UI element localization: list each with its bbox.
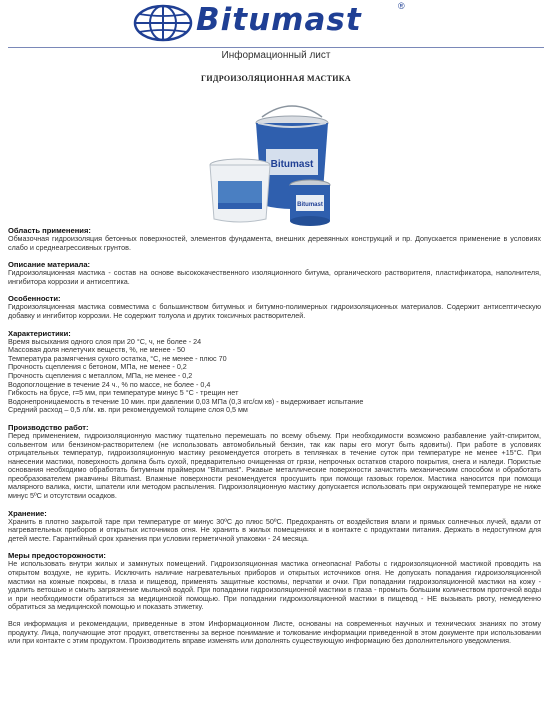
spec-line: Температура размягчения сухого остатка, °С, не менее - плюс 70 <box>8 353 227 363</box>
header-divider <box>8 47 544 48</box>
section-heading: Хранение: <box>8 508 47 518</box>
section-heading: Описание материала: <box>8 260 91 270</box>
content <box>8 226 541 654</box>
section-features <box>8 294 541 320</box>
section-specs <box>8 329 541 415</box>
can-label: Bitumast <box>297 202 323 208</box>
section-heading: Особенности: <box>8 294 61 304</box>
section-text: Хранить в плотно закрытой таре при температуре от минус 30ºС до плюс 50ºС. Предохранять от воздействия влаги и прямых солнечных лучей, вдали от нагревательных приборов и открытых источников огня. Не хранить в жилых помещениях и в контакте с продуктами питания. Держать в недоступном для детей месте. Гарантийный срок хранения при условии герметичной упаковки - 24 месяца. <box>8 516 541 543</box>
section-heading: Меры предосторожности: <box>8 551 106 561</box>
section-work <box>8 423 541 501</box>
section-heading: Область применения: <box>8 226 91 235</box>
section-description <box>8 260 541 286</box>
spec-line: Время высыхания одного слоя при 20 °С, ч, не более - 24 <box>8 336 202 346</box>
document-title: ГИДРОИЗОЛЯЦИОННАЯ МАСТИКА <box>201 74 351 83</box>
section-application <box>8 226 541 252</box>
spec-line: Водонепроницаемость в течение 10 мин. при давлении 0,03 МПа (0,3 кгс/см кв) - выдерживает испытание <box>8 396 364 406</box>
section-storage <box>8 509 541 544</box>
disclaimer-text: Вся информация и рекомендации, приведенные в этом Информационном Листе, основаны на современных научных и технических знаниях по этому продукту. Лица, получающие этот продукт, ответственны за верное понимание и толкование информации приведенной в этом документе при использовании или при контакте с этим продуктом. Производитель вправе изменять или дополнять существующую информацию без дополнительного уведомления. <box>8 619 541 646</box>
section-heading: Производство работ: <box>8 422 89 432</box>
header <box>0 0 552 46</box>
section-text: Не использовать внутри жилых и замкнутых помещений. Гидроизоляционная мастика огнеопасна! Работы с гидроизоляционной мастикой проводить на открытом воздухе, не курить. Исключить наличие нагревательных приборов и открытых источников огня. Не допускать попадания гидроизоляционной мастики на кожные покровы, в глаза и пищевод, применять защитные костюмы, перчатки и очки. При попадании гидроизоляционной мастики на кожу - удалить ветошью и смыть загрязнение мыльной водой. При попадании гидроизоляционной мастики в глаза - промыть большим количеством проточной воды и при необходимости обратиться за медицинской помощью. При попадании гидроизоляционной мастики в пищевод - НЕ вызывать рвоту, немедленно обратиться за медицинской помощью и показать этикетку. <box>8 559 541 612</box>
document-type: Информационный лист <box>221 50 331 61</box>
section-text: Гидроизоляционная мастика - состав на основе высококачественного изоляционного битума, органического растворителя, пластификатора, наполнителя, ингибитора коррозии и антисептика. <box>8 268 541 286</box>
spec-line: Массовая доля нелетучих веществ, %, не менее - 50 <box>8 345 185 355</box>
spec-line: Средний расход – 0,5 л/м. кв. при рекомендуемой толщине слоя 0,5 мм <box>8 405 248 415</box>
section-disclaimer <box>8 620 541 646</box>
section-text: Гидроизоляционная мастика совместима с большинством битумных и битумно-полимерных гидроизоляционных материалов. Содержит антисептическую добавку и ингибитор коррозии. Не содержит толуола и других токсичных растворителей. <box>8 302 541 320</box>
specs-list <box>8 338 541 415</box>
registered-mark: ® <box>398 1 405 11</box>
spec-line: Гибкость на брусе, r=5 мм, при температуре минус 5 °С - трещин нет <box>8 388 239 398</box>
spec-line: Водопоглощение в течение 24 ч., % по массе, не более - 0,4 <box>8 379 211 389</box>
spec-line: Прочность сцепления с металлом, МПа, не менее - 0,2 <box>8 370 193 380</box>
section-text: Перед применением, гидроизоляционную мастику тщательно перемешать по всему объему. При необходимости возможно разбавление уайт-спиритом, сольвентом или бензином-растворителем (не использовать автомобильный бензин, так как пары его могут быть ядовиты). При работе в условиях отрицательных температур, гидроизоляционную мастику рекомендуется отогреть в теплянках в течение суток при температуре не менее +15°С. При нанесении мастики, поверхность должна быть сухой, предварительно очищенная от грязи, непрочных остатков старого покрытия, снега и наледи. Пористые основания необходимо обработать битумным праймером "Bitumast". Ржавые металлические поверхности зачистить механическим способом и обработать преобразователем ржавчины Bitumast. Влажные поверхности рекомендуется просушить при помощи газовых горелок. Мастика наносится при помощи малярного валика, кисти, шпатели или методом распыления. Гидроизоляционную мастику допускается использовать при окружающей температуре не ниже минус 5ºС и отсутствии осадков. <box>8 430 541 501</box>
brand-logo: Bitumast <box>196 2 362 38</box>
bucket-label: Bitumast <box>270 159 314 170</box>
spec-line: Прочность сцепления с бетоном, МПа, не менее - 0,2 <box>8 362 187 372</box>
section-safety <box>8 551 541 612</box>
section-heading: Характеристики: <box>8 328 71 338</box>
product-photo <box>192 101 360 231</box>
section-text: Обмазочная гидроизоляция бетонных поверхностей, элементов фундамента, внешних деревянных конструкций и пр. Допускается применение в условиях слабо и среднеагрессивных грунтов. <box>8 234 541 252</box>
globe-logo-icon <box>133 4 193 42</box>
